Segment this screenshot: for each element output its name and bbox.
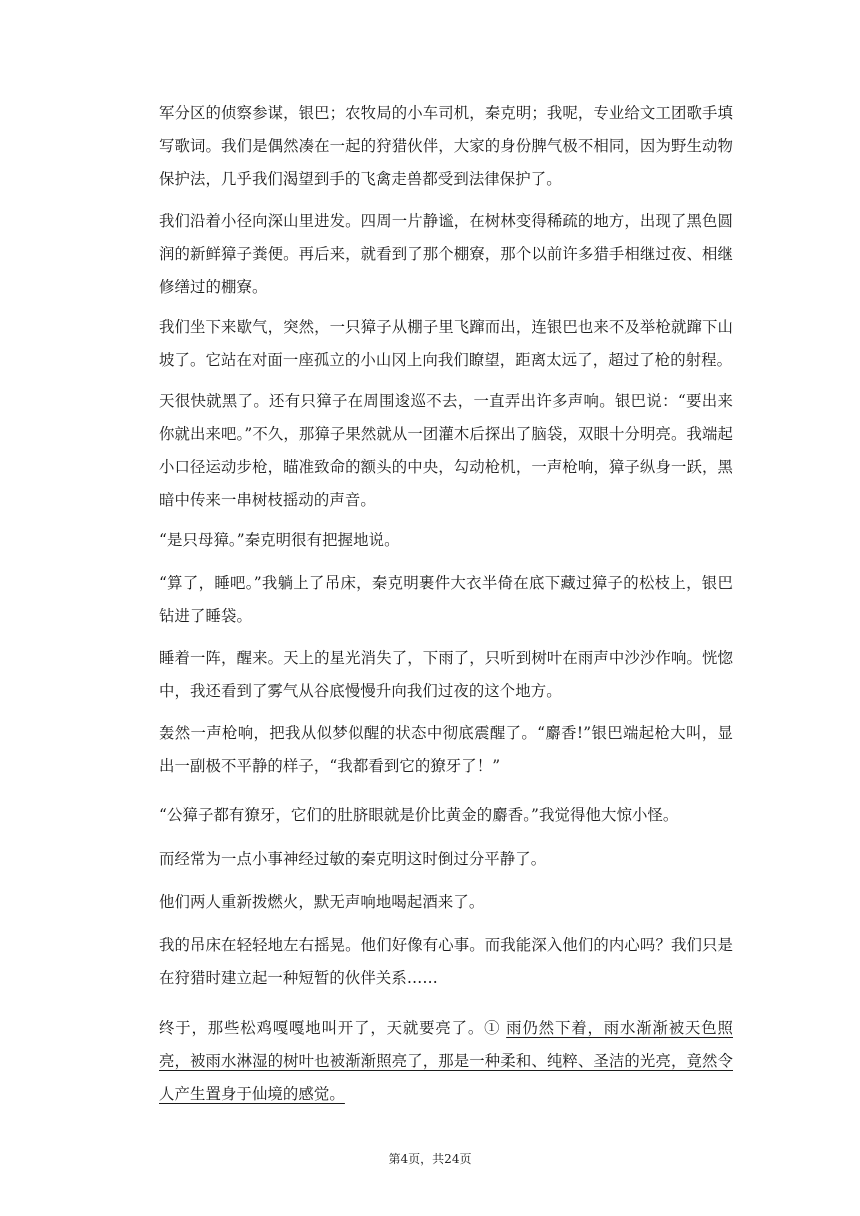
paragraph-5: “是只母獐。”秦克明很有把握地说。	[159, 531, 400, 549]
paragraph-6: “算了，睡吧。”我躺上了吊床，秦克明裹件大衣半倚在底下藏过獐子的松枝上，银巴钻进了睡袋。	[159, 574, 733, 625]
paragraph-3: 我们坐下来歇气，突然，一只獐子从棚子里飞蹿而出，连银巴也来不及举枪就蹿下山坡了。它站在对面一座孤立的小山冈上向我们瞭望，距离太远了，超过了枪的射程。	[159, 318, 733, 369]
paragraph-7: 睡着一阵，醒来。天上的星光消失了，下雨了，只听到树叶在雨声中沙沙作响。恍惚中，我还看到了雾气从谷底慢慢升向我们过夜的这个地方。	[159, 649, 733, 700]
paragraph-13-lead: 终于，那些松鸡嘎嘎地叫开了，天就要亮了。①	[159, 1019, 501, 1037]
paragraph-1: 军分区的侦察参谋，银巴；农牧局的小车司机，秦克明；我呢，专业给文工团歌手填写歌词。我们是偶然凑在一起的狩猎伙伴，大家的身份脾气极不相同，因为野生动物保护法，几乎我们渴望到手的飞禽走兽都受到法律保护了。	[159, 104, 733, 188]
paragraph-12: 我的吊床在轻轻地左右摇晃。他们好像有心事。而我能深入他们的内心吗？我们只是在狩猎时建立起一种短暂的伙伴关系……	[159, 936, 733, 987]
page-number-footer: 第4页，共24页	[388, 1152, 472, 1166]
paragraph-2: 我们沿着小径向深山里进发。四周一片静谧，在树林变得稀疏的地方，出现了黑色圆润的新鲜獐子粪便。再后来，就看到了那个棚寮，那个以前许多猎手相继过夜、相继修缮过的棚寮。	[159, 212, 733, 296]
paragraph-10: 而经常为一点小事神经过敏的秦克明这时倒过分平静了。	[159, 850, 547, 868]
paragraph-4: 天很快就黑了。还有只獐子在周围逡巡不去，一直弄出许多声响。银巴说：“要出来你就出来吧。”不久，那獐子果然就从一团灌木后探出了脑袋，双眼十分明亮。我端起小口径运动步枪，瞄准致命的额头的中央，勾动枪机，一声枪响，獐子纵身一跃，黑暗中传来一串树枝摇动的声音。	[159, 392, 733, 509]
paragraph-13	[159, 1012, 733, 1111]
paragraph-8: 轰然一声枪响，把我从似梦似醒的状态中彻底震醒了。“麝香!”银巴端起枪大叫，显出一副极不平静的样子，“我都看到它的獠牙了！”	[159, 724, 733, 775]
underlined-passage: 雨仍然下着，雨水渐渐被天色照亮，被雨水淋湿的树叶也被渐渐照亮了，那是一种柔和、纯粹、圣洁的光亮，竟然令人产生置身于仙境的感觉。	[159, 1019, 733, 1103]
paragraph-11: 他们两人重新拨燃火，默无声响地喝起酒来了。	[159, 893, 485, 911]
paragraph-9: “公獐子都有獠牙，它们的肚脐眼就是价比黄金的麝香。”我觉得他大惊小怪。	[159, 806, 679, 824]
